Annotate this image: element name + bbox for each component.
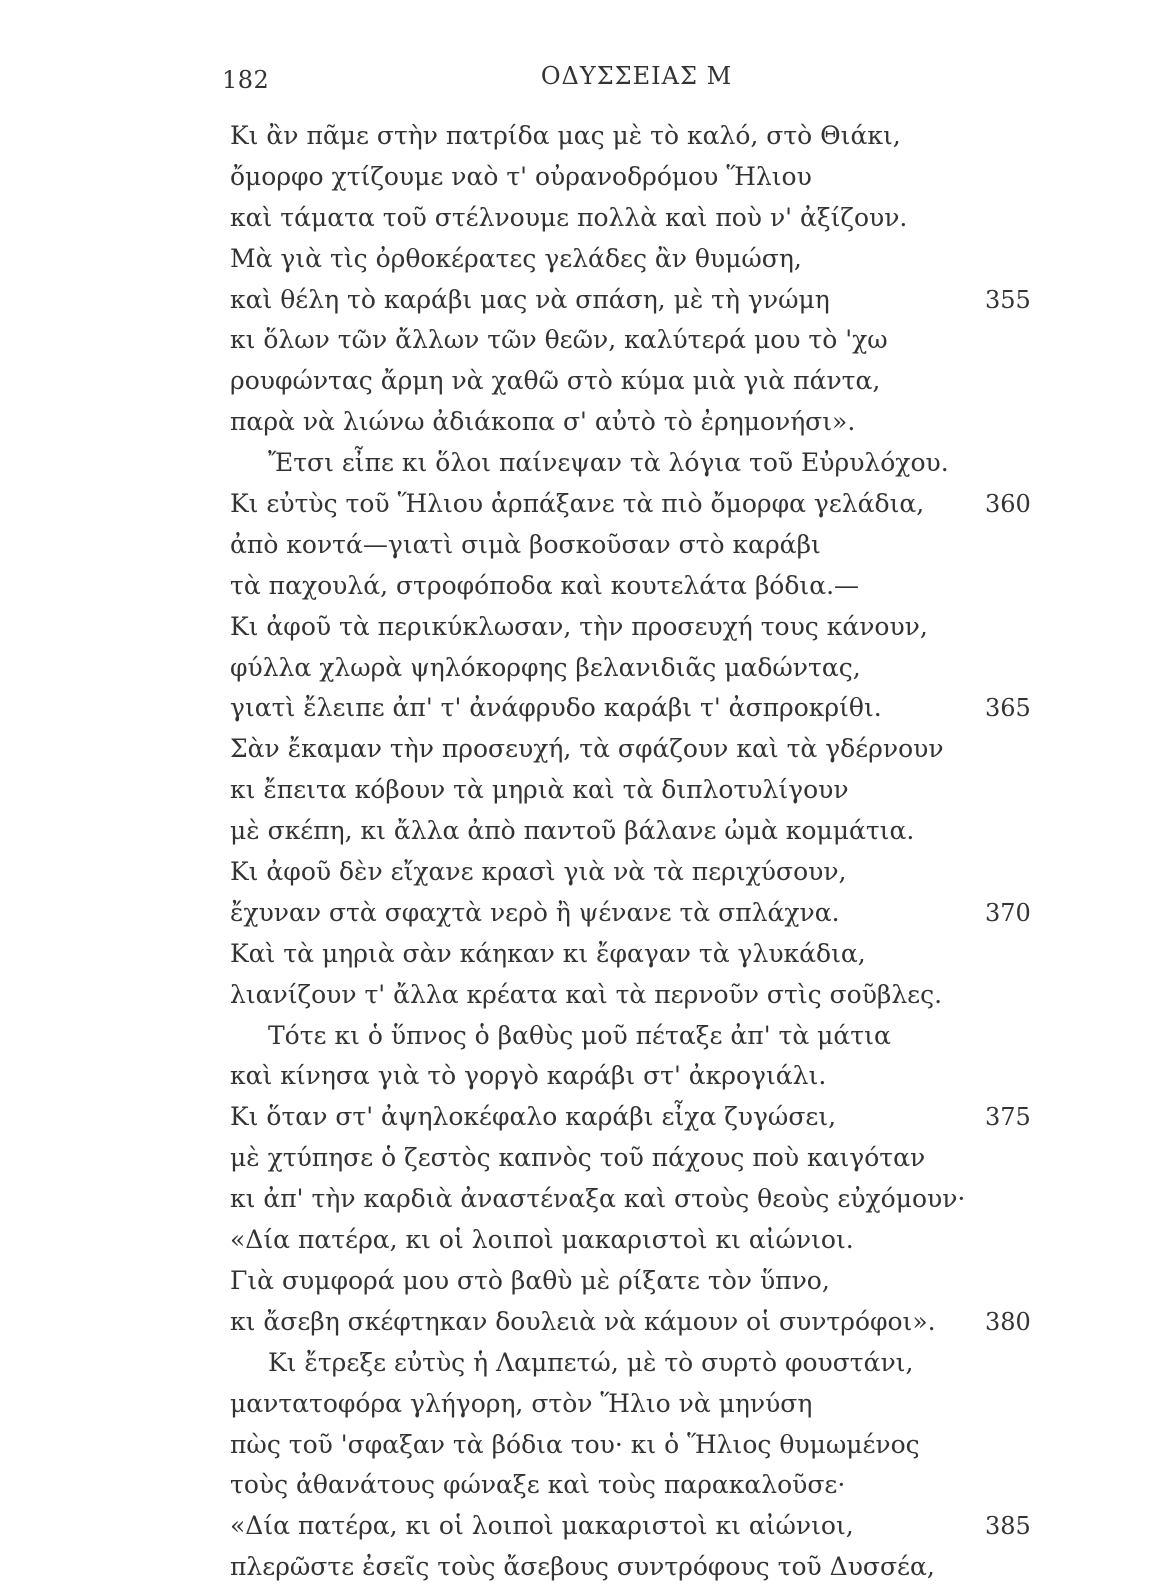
- verse-text: κι ἄσεβη σκέφτηκαν δουλειὰ νὰ κάμουν οἱ συντρόφοι».: [230, 1306, 936, 1336]
- verse-text: τοὺς ἀθανάτους φώναξε καὶ τοὺς παρακαλοῦσε·: [230, 1470, 846, 1500]
- verse-line: [230, 239, 1050, 280]
- verse-line: [230, 607, 1050, 648]
- verse-text: κι ἀπ' τὴν καρδιὰ ἀναστέναξα καὶ στοὺς θεοὺς εὐχόμουν·: [230, 1184, 966, 1214]
- verse-line: [230, 198, 1050, 239]
- verse-line: [230, 1425, 1050, 1466]
- line-number: 355: [985, 285, 1031, 314]
- verse-line: [230, 1097, 1050, 1138]
- verse-text: Κι εὐτὺς τοῦ Ἥλιου ἁρπάξανε τὰ πιὸ ὄμορφα γελάδια,: [230, 489, 925, 519]
- verse-text: κι ὅλων τῶν ἄλλων τῶν θεῶν, καλύτερά μου τὸ 'χω: [230, 325, 888, 355]
- verse-text: πὼς τοῦ 'σφαξαν τὰ βόδια του· κι ὁ Ἥλιος θυμωμένος: [230, 1429, 920, 1459]
- verse-line: [230, 852, 1050, 893]
- verse-line: [230, 484, 1050, 525]
- verse-line: [230, 1302, 1050, 1343]
- line-number: 360: [985, 490, 1031, 519]
- verse-line: [230, 1343, 1050, 1384]
- line-number: 370: [985, 898, 1031, 927]
- verse-text: μὲ σκέπη, κι ἄλλα ἀπὸ παντοῦ βάλανε ὠμὰ κομμάτια.: [230, 816, 915, 846]
- verse-text: ρουφώντας ἄρμη νὰ χαθῶ στὸ κύμα μιὰ γιὰ πάντα,: [230, 366, 881, 396]
- verse-text: Κι ἀφοῦ δὲν εἴχανε κρασὶ γιὰ νὰ τὰ περιχύσουν,: [230, 857, 847, 887]
- verse-text: καὶ τάματα τοῦ στέλνουμε πολλὰ καὶ ποὺ ν' ἀξίζουν.: [230, 202, 908, 232]
- verse-text: Καὶ τὰ μηριὰ σὰν κάηκαν κι ἔφαγαν τὰ γλυκάδια,: [230, 938, 866, 968]
- verse-line: [230, 1138, 1050, 1179]
- verse-text: πλερῶστε ἐσεῖς τοὺς ἄσεβους συντρόφους τοῦ Δυσσέα,: [230, 1552, 935, 1582]
- poem-text: [230, 116, 1050, 1588]
- verse-line: [230, 1016, 1050, 1057]
- verse-line: [230, 1220, 1050, 1261]
- verse-text: ἀπὸ κοντά—γιατὶ σιμὰ βοσκοῦσαν στὸ καράβι: [230, 529, 821, 559]
- verse-text: παρὰ νὰ λιώνω ἀδιάκοπα σ' αὐτὸ τὸ ἐρημονήσι».: [230, 407, 856, 437]
- verse-line: [230, 688, 1050, 729]
- verse-text: Σὰν ἔκαμαν τὴν προσευχή, τὰ σφάζουν καὶ τὰ γδέρνουν: [230, 734, 944, 764]
- verse-text: ἔχυναν στὰ σφαχτὰ νερὸ ἢ ψένανε τὰ σπλάχνα.: [230, 897, 840, 927]
- verse-text: φύλλα χλωρὰ ψηλόκορφης βελανιδιᾶς μαδώντας,: [230, 652, 861, 682]
- verse-line: [230, 648, 1050, 689]
- verse-text: λιανίζουν τ' ἄλλα κρέατα καὶ τὰ περνοῦν στὶς σοῦβλες.: [230, 979, 943, 1009]
- verse-text: μαντατοφόρα γλήγορη, στὸν Ἥλιο νὰ μηνύση: [230, 1388, 813, 1418]
- verse-line: [230, 280, 1050, 321]
- verse-line: [230, 1465, 1050, 1506]
- verse-text: τὰ παχουλά, στροφόποδα καὶ κουτελάτα βόδια.—: [230, 570, 860, 600]
- verse-text: «Δία πατέρα, κι οἱ λοιποὶ μακαριστοὶ κι αἰώνιοι,: [230, 1511, 854, 1541]
- verse-line: [230, 1179, 1050, 1220]
- verse-text: «Δία πατέρα, κι οἱ λοιποὶ μακαριστοὶ κι αἰώνιοι.: [230, 1225, 854, 1255]
- verse-text: Τότε κι ὁ ὕπνος ὁ βαθὺς μοῦ πέταξε ἀπ' τὰ μάτια: [268, 1020, 891, 1050]
- page-number: 182: [222, 66, 270, 94]
- verse-text: καὶ κίνησα γιὰ τὸ γοργὸ καράβι στ' ἀκρογιάλι.: [230, 1061, 827, 1091]
- verse-line: [230, 1547, 1050, 1588]
- verse-line: [230, 1384, 1050, 1425]
- line-number: 365: [985, 694, 1031, 723]
- verse-line: [230, 443, 1050, 484]
- verse-line: [230, 1506, 1050, 1547]
- verse-line: [230, 402, 1050, 443]
- verse-text: κι ἔπειτα κόβουν τὰ μηριὰ καὶ τὰ διπλοτυλίγουν: [230, 775, 849, 805]
- verse-line: [230, 770, 1050, 811]
- verse-text: ὄμορφο χτίζουμε ναὸ τ' οὐρανοδρόμου Ἥλιου: [230, 161, 812, 191]
- verse-line: [230, 566, 1050, 607]
- verse-line: [230, 157, 1050, 198]
- verse-line: [230, 729, 1050, 770]
- verse-text: Κι ἂν πᾶμε στὴν πατρίδα μας μὲ τὸ καλό, στὸ Θιάκι,: [230, 121, 901, 150]
- verse-line: [230, 361, 1050, 402]
- verse-text: Κι ἀφοῦ τὰ περικύκλωσαν, τὴν προσευχή τους κάνουν,: [230, 611, 928, 641]
- verse-text: Κι ὅταν στ' ἀψηλοκέφαλο καράβι εἶχα ζυγώσει,: [230, 1102, 837, 1132]
- verse-text: μὲ χτύπησε ὁ ζεστὸς καπνὸς τοῦ πάχους ποὺ καιγόταν: [230, 1143, 926, 1173]
- verse-line: [230, 893, 1050, 934]
- verse-text: γιατὶ ἔλειπε ἀπ' τ' ἀνάφρυδο καράβι τ' ἀσπροκρίθι.: [230, 693, 882, 723]
- verse-text: καὶ θέλη τὸ καράβι μας νὰ σπάση, μὲ τὴ γνώμη: [230, 284, 830, 314]
- running-title: ΟΔΥΣΣΕΙΑΣ Μ: [540, 62, 733, 90]
- verse-text: Μὰ γιὰ τὶς ὀρθοκέρατες γελάδες ἂν θυμώση,: [230, 243, 802, 273]
- verse-text: Γιὰ συμφορά μου στὸ βαθὺ μὲ ρίξατε τὸν ὕπνο,: [230, 1265, 830, 1295]
- verse-line: [230, 116, 1050, 157]
- verse-text: Κι ἔτρεξε εὐτὺς ἡ Λαμπετώ, μὲ τὸ συρτὸ φουστάνι,: [268, 1347, 914, 1377]
- verse-line: [230, 320, 1050, 361]
- verse-text: Ἔτσι εἶπε κι ὅλοι παίνεψαν τὰ λόγια τοῦ Εὐρυλόχου.: [268, 448, 949, 478]
- verse-line: [230, 525, 1050, 566]
- verse-line: [230, 1261, 1050, 1302]
- verse-line: [230, 934, 1050, 975]
- line-number: 385: [985, 1512, 1031, 1541]
- verse-line: [230, 811, 1050, 852]
- line-number: 380: [985, 1307, 1031, 1336]
- verse-line: [230, 1056, 1050, 1097]
- verse-line: [230, 975, 1050, 1016]
- line-number: 375: [985, 1103, 1031, 1132]
